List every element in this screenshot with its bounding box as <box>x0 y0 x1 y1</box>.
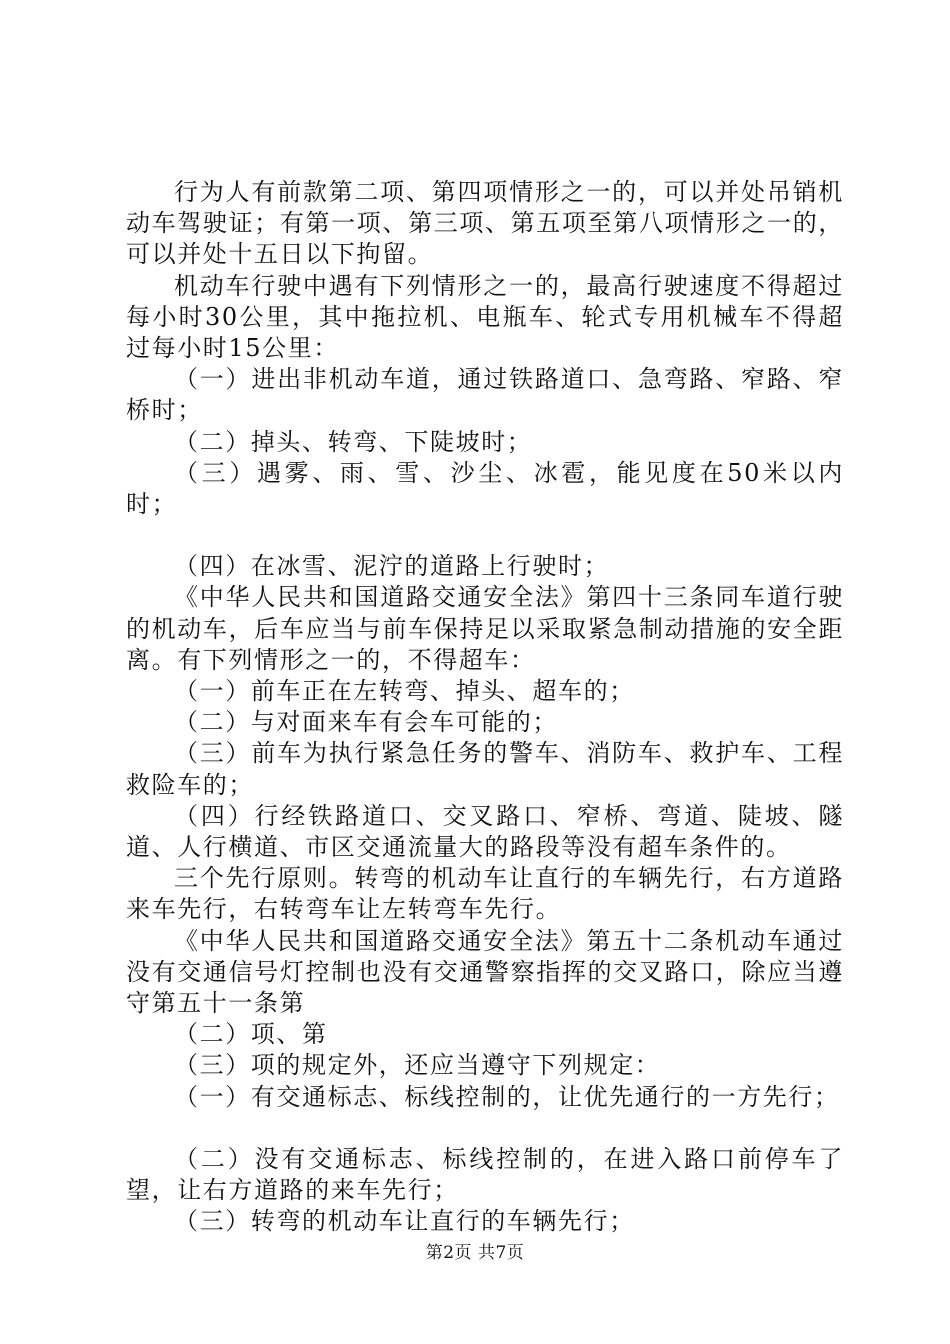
paragraph: （一）进出非机动车道，通过铁路道口、急弯路、窄路、窄桥时； <box>126 365 844 425</box>
paragraph: （一）前车正在左转弯、掉头、超车的； <box>174 677 635 706</box>
paragraph: （二）项、第 <box>174 1020 328 1049</box>
paragraph: （三）项的规定外，还应当遵守下列规定： <box>174 1051 661 1080</box>
paragraph: 行为人有前款第二项、第四项情形之一的，可以并处吊销机动车驾驶证；有第一项、第三项、第五项至第八项情形之一的，可以并处十五日以下拘留。 <box>126 178 844 269</box>
paragraph: （二）掉头、转弯、下陡坡时； <box>174 427 533 456</box>
paragraph: （三）前车为执行紧急任务的警车、消防车、救护车、工程救险车的； <box>126 739 844 799</box>
paragraph: （四）在冰雪、泥泞的道路上行驶时； <box>174 552 610 581</box>
paragraph: （三）遇雾、雨、雪、沙尘、冰雹，能见度在50米以内时； <box>126 458 844 519</box>
paragraph: （一）有交通标志、标线控制的，让优先通行的一方先行； <box>174 1082 840 1111</box>
paragraph: （二）没有交通标志、标线控制的，在进入路口前停车了望，让右方道路的来车先行； <box>126 1144 844 1205</box>
paragraph: 《中华人民共和国道路交通安全法》第四十三条同车道行驶的机动车，后车应当与前车保持足以采取紧急制动措施的安全距离。有下列情形之一的，不得超车： <box>126 583 844 674</box>
paragraph: 《中华人民共和国道路交通安全法》第五十二条机动车通过没有交通信号灯控制也没有交通警察指挥的交叉路口，除应当遵守第五十一条第 <box>126 926 844 1018</box>
paragraph: （四）行经铁路道口、交叉路口、窄桥、弯道、陡坡、隧道、人行横道、市区交通流量大的路段等没有超车条件的。 <box>126 801 844 862</box>
paragraph: （二）与对面来车有会车可能的； <box>174 708 558 737</box>
page-number-footer: 第2页 共7页 <box>425 1243 525 1263</box>
paragraph: 机动车行驶中遇有下列情形之一的，最高行驶速度不得超过每小时30公里，其中拖拉机、电瓶车、轮式专用机械车不得超过每小时15公里： <box>126 271 844 363</box>
paragraph: （三）转弯的机动车让直行的车辆先行； <box>174 1207 635 1236</box>
paragraph: 三个先行原则。转弯的机动车让直行的车辆先行，右方道路来车先行，右转弯车让左转弯车先行。 <box>126 864 844 924</box>
document-body <box>126 177 844 1238</box>
